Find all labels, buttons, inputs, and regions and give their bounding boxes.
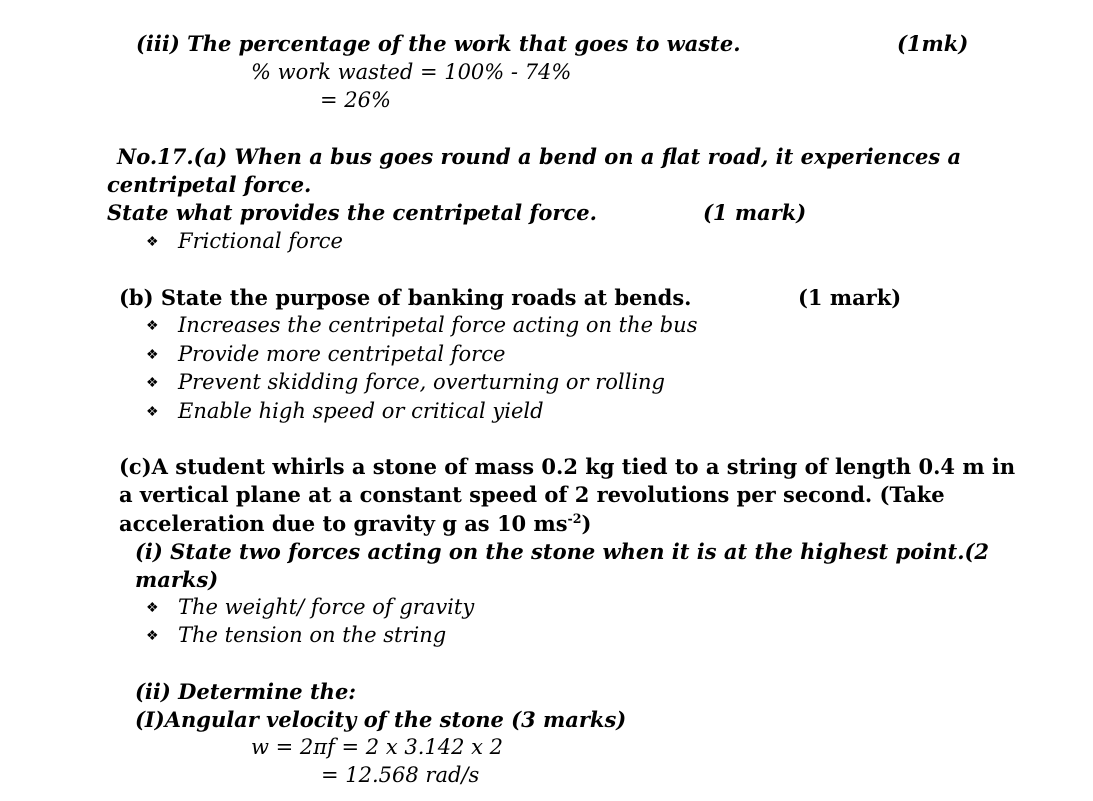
question-17c-line: (c)A student whirls a stone of mass 0.2 kg tied to a string of length 0.4 m in <box>119 454 1016 479</box>
answer-item: Enable high speed or critical yield <box>178 399 544 423</box>
question-iii-marks: (1mk) <box>897 31 969 56</box>
answer-item: The tension on the string <box>178 623 447 647</box>
question-17c-i-line: marks) <box>135 567 219 592</box>
bullet-icon: ❖ <box>146 347 159 363</box>
question-17c-line: a vertical plane at a constant speed of 2 revolutions per second. (Take <box>119 482 945 507</box>
question-17b-title: (b) State the purpose of banking roads at bends. <box>119 285 692 310</box>
bullet-icon: ❖ <box>146 404 159 420</box>
bullet-icon: ❖ <box>146 318 159 334</box>
answer-line: = 26% <box>320 88 391 112</box>
question-17c-I: (I)Angular velocity of the stone (3 marks) <box>135 707 627 732</box>
question-17a-line: centripetal force. <box>107 172 312 197</box>
answer-item: Increases the centripetal force acting on the bus <box>178 313 698 337</box>
calculation-line: w = 2πf = 2 x 3.142 x 2 <box>251 735 504 759</box>
question-17a-line: State what provides the centripetal force. <box>107 200 597 225</box>
answer-item: Prevent skidding force, overturning or rolling <box>178 370 665 394</box>
question-17c-text: ) <box>581 511 592 536</box>
superscript: -2 <box>567 511 582 526</box>
answer-item: Frictional force <box>178 229 343 253</box>
answer-line: % work wasted = 100% - 74% <box>251 60 572 84</box>
calculation-line: = 12.568 rad/s <box>321 763 480 787</box>
bullet-icon: ❖ <box>146 234 159 250</box>
question-17c-ii: (ii) Determine the: <box>135 679 357 704</box>
question-17a-line: No.17.(a) When a bus goes round a bend on a flat road, it experiences a <box>117 144 962 169</box>
question-iii-title: (iii) The percentage of the work that goes to waste. <box>136 31 741 56</box>
answer-item: Provide more centripetal force <box>178 342 506 366</box>
bullet-icon: ❖ <box>146 375 159 391</box>
question-17c-i-line: (i) State two forces acting on the stone when it is at the highest point.(2 <box>135 539 990 564</box>
bullet-icon: ❖ <box>146 600 159 616</box>
question-17b-marks: (1 mark) <box>798 285 902 310</box>
bullet-icon: ❖ <box>146 628 159 644</box>
question-17c-line <box>119 511 591 536</box>
answer-item: The weight/ force of gravity <box>178 595 475 619</box>
question-17a-marks: (1 mark) <box>703 200 807 225</box>
question-17c-text: acceleration due to gravity g as 10 ms <box>119 511 568 536</box>
